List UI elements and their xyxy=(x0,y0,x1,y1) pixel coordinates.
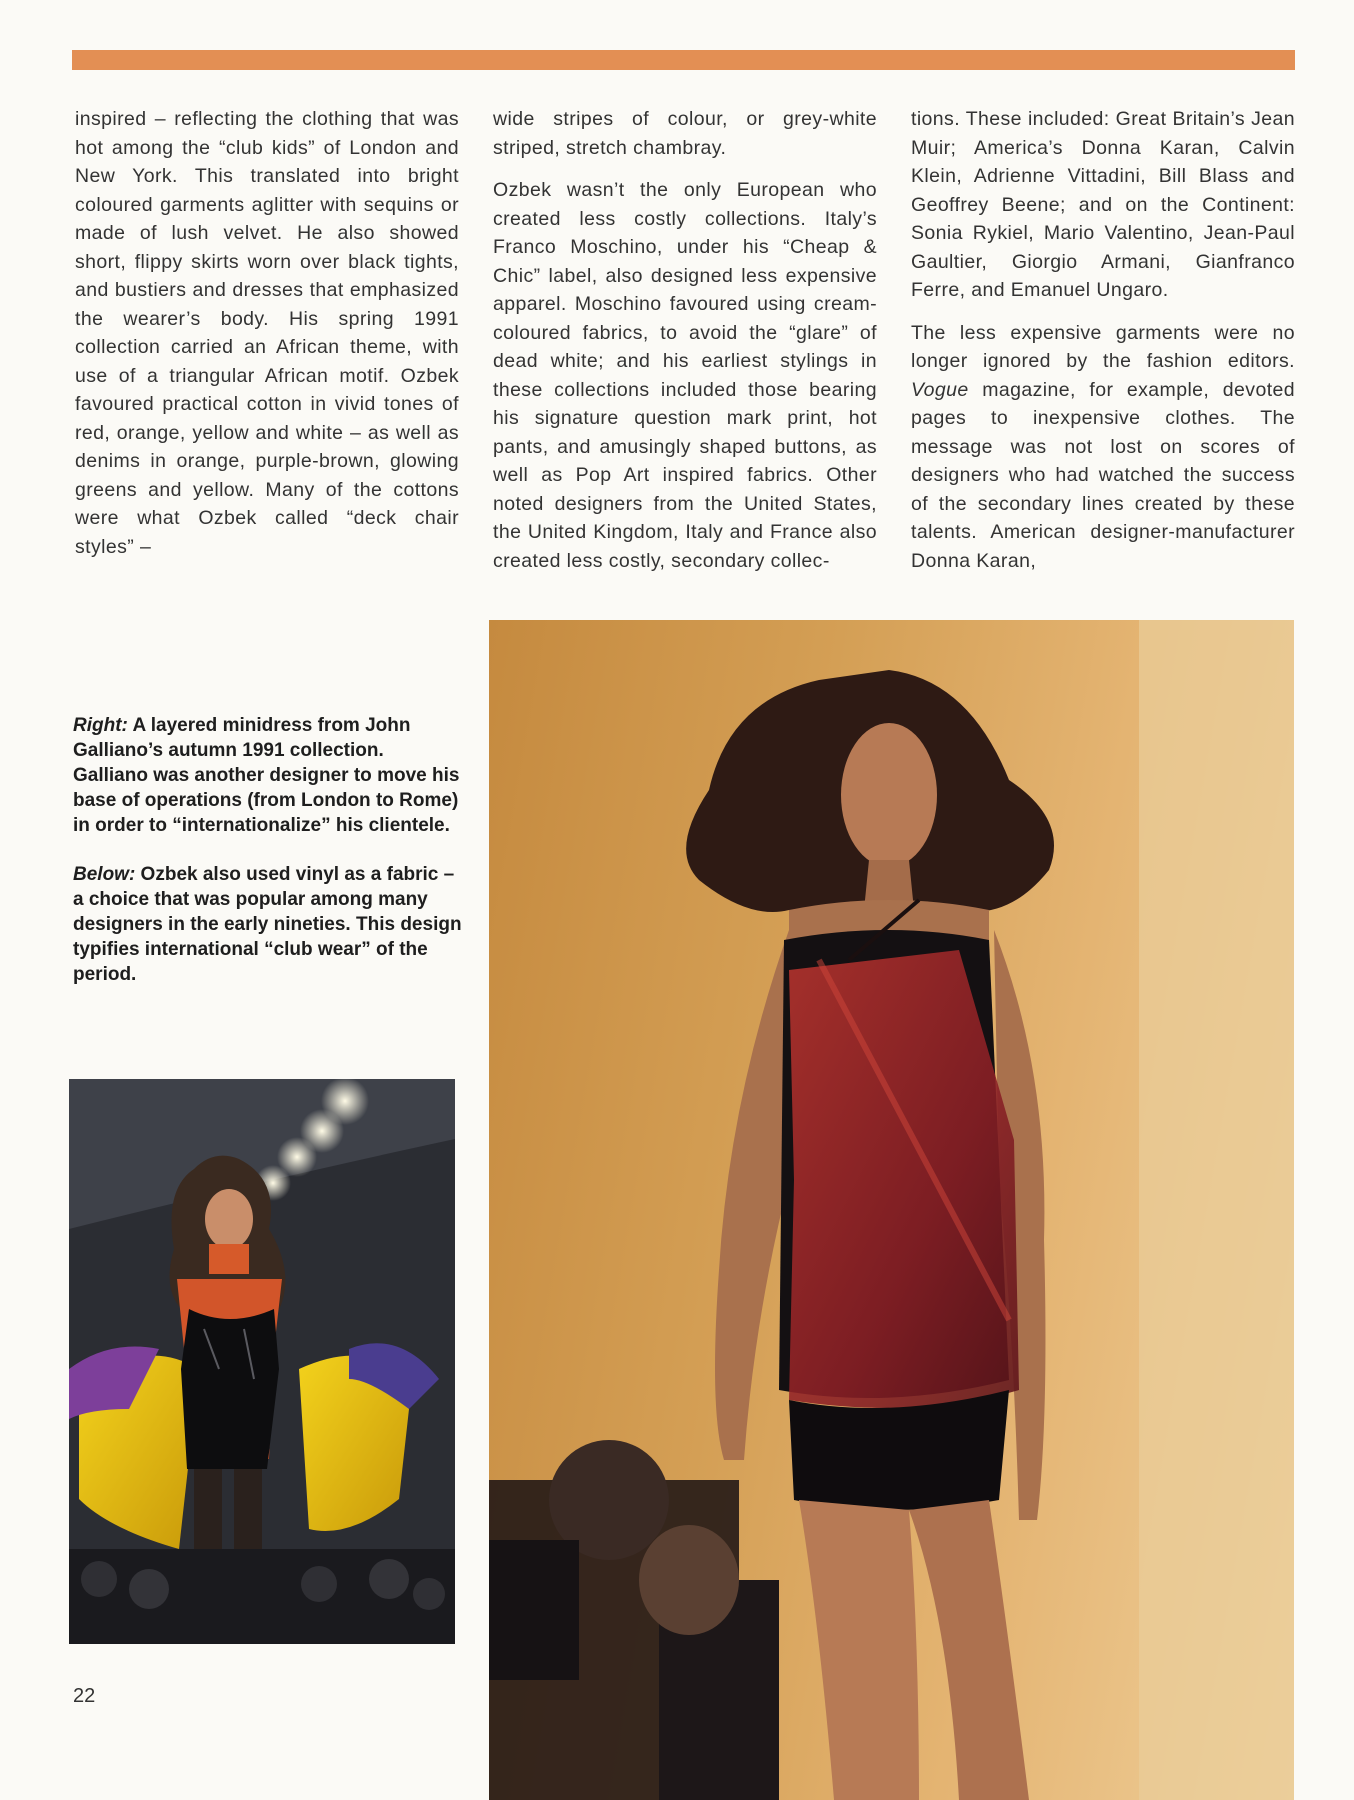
paragraph: tions. These included: Great Britain’s Jean Muir; America’s Donna Karan, Calvin Klein, Adrienne Vittadini, Bill Blass and Geoffrey Beene; and on the Continent: Sonia Rykiel, Mario Valentino, Jean-Paul Gaultier, Giorgio Armani, Gianfranco Ferre, and Emanuel Ungaro. xyxy=(911,108,1295,301)
paragraph-text: The less expensive garments were no longer ignored by the fashion editors. xyxy=(911,321,1295,372)
caption-label: Right: xyxy=(73,715,128,736)
paragraph: wide stripes of colour, or grey-white striped, stretch chambray. xyxy=(493,108,877,159)
paragraph: Ozbek wasn’t the only European who created less costly collections. Italy’s Franco Moschino, under his “Cheap & Chic” label, also designed less expensive apparel. Moschino favoured using cream-coloured fabrics, to avoid the “glare” of dead white; and his earliest stylings in these collections included those bearing his signature question mark print, hot pants, and amusingly shaped buttons, as well as Pop Art inspired fabrics. Other noted designers from the United States, the United Kingdom, Italy and France also created less costly, secondary collec- xyxy=(493,179,877,572)
caption-right xyxy=(73,713,463,838)
photo-layered-minidress xyxy=(489,620,1294,1800)
page-number: 22 xyxy=(73,1685,96,1707)
photo-captions xyxy=(73,713,463,1011)
caption-text: Ozbek also used vinyl as a fabric – a choice that was popular among many designers in the early nineties. This design typifies international “club wear” of the period. xyxy=(73,864,462,985)
text-column-3 xyxy=(911,105,1295,589)
caption-label: Below: xyxy=(73,864,136,885)
caption-text: A layered minidress from John Galliano’s autumn 1991 collection. Galliano was another designer to move his base of operations (from London to Rome) in order to “internationalize” his clientele. xyxy=(73,715,460,836)
paragraph-text: magazine, for example, devoted pages to inexpensive clothes. The message was not lost on scores of designers who had watched the success of the secondary lines created by these talents. American designer-manufacturer Donna Karan, xyxy=(911,378,1295,572)
text-column-1 xyxy=(75,105,459,575)
caption-below xyxy=(73,862,463,987)
text-column-2 xyxy=(493,105,877,589)
paragraph xyxy=(911,319,1295,576)
header-accent-bar xyxy=(72,50,1295,70)
magazine-title: Vogue xyxy=(911,378,969,401)
paragraph: inspired – reflecting the clothing that was hot among the “club kids” of London and New York. This translated into bright coloured garments aglitter with sequins or made of lush velvet. He also showed short, flippy skirts worn over black tights, and bustiers and dresses that emphasized the wearer’s body. His spring 1991 collection carried an African theme, with use of a triangular African motif. Ozbek favoured practical cotton in vivid tones of red, orange, yellow and white – as well as denims in orange, purple-brown, glowing greens and yellow. Many of the cottons were what Ozbek called “deck chair styles” – xyxy=(75,108,459,558)
photo-vinyl-dress xyxy=(69,1079,455,1644)
